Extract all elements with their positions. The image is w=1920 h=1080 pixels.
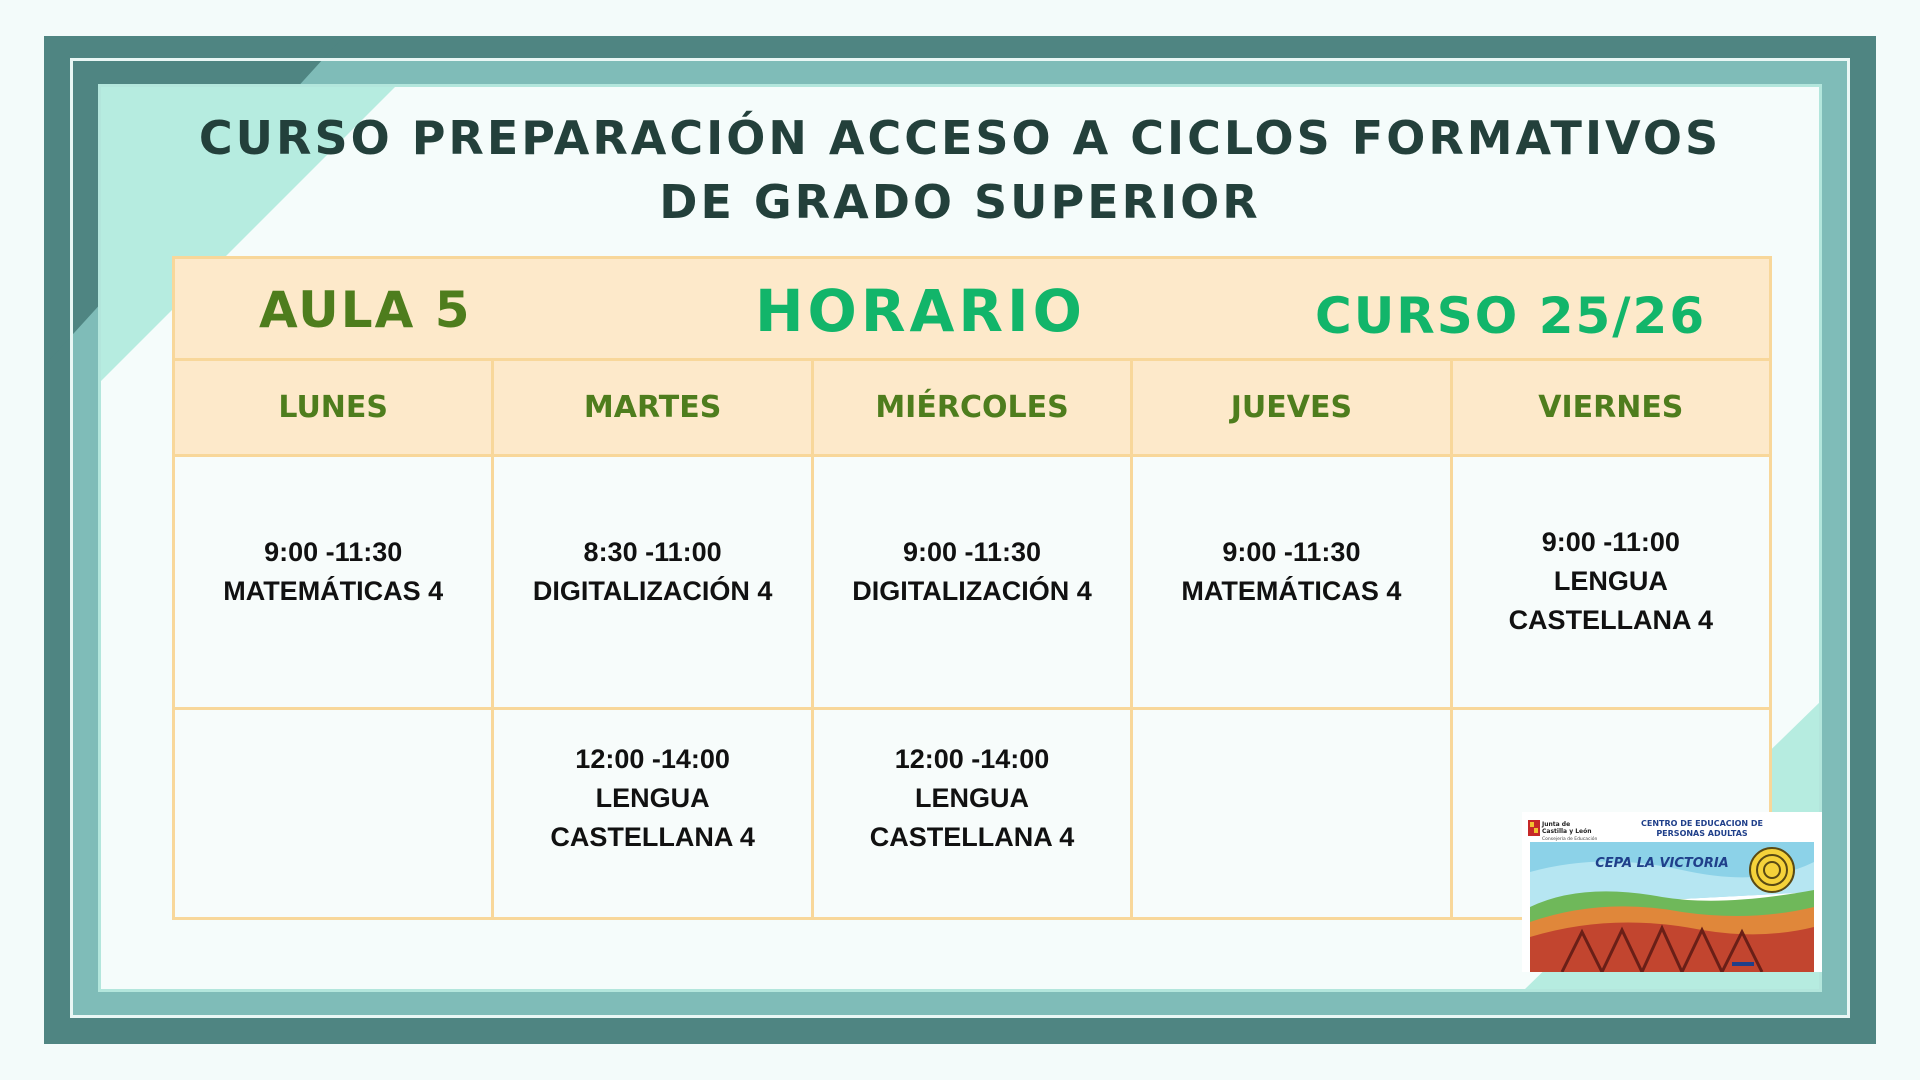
schedule-cell — [814, 457, 1133, 707]
svg-text:CEPA LA VICTORIA: CEPA LA VICTORIA — [1595, 856, 1729, 871]
day-header-viernes: VIERNES — [1538, 390, 1684, 425]
class-subject: LENGUA — [915, 783, 1030, 813]
logo-illustration — [1522, 812, 1822, 972]
title-line-1: CURSO PREPARACIÓN ACCESO A CICLOS FORMATIVOS — [198, 111, 1722, 165]
class-time: 9:00 -11:30 — [264, 537, 403, 567]
schedule-cell-empty — [1133, 710, 1452, 917]
schedule-cell — [175, 457, 494, 707]
schedule-row-morning — [175, 457, 1769, 710]
schedule-cell — [1133, 457, 1452, 707]
schedule-cell-empty — [175, 710, 494, 917]
class-subject: MATEMÁTICAS 4 — [1181, 576, 1402, 606]
svg-text:Castilla y León: Castilla y León — [1542, 828, 1592, 835]
class-time: 12:00 -14:00 — [894, 744, 1050, 774]
day-header-martes: MARTES — [494, 361, 813, 454]
svg-text:Consejería de Educación: Consejería de Educación — [1542, 837, 1598, 842]
schedule-heading: HORARIO — [755, 277, 1086, 345]
day-header-jueves: JUEVES — [1133, 361, 1452, 454]
class-time: 12:00 -14:00 — [575, 744, 730, 774]
class-subject: DIGITALIZACIÓN 4 — [852, 576, 1092, 606]
class-subject: MATEMÁTICAS 4 — [223, 576, 444, 606]
class-time: 9:00 -11:30 — [1222, 537, 1361, 567]
class-time: 9:00 -11:30 — [902, 537, 1042, 567]
class-time: 8:30 -11:00 — [583, 537, 722, 567]
class-subject: LENGUA — [1553, 566, 1668, 596]
weekday-header-row — [175, 361, 1769, 457]
schedule-header — [175, 259, 1769, 361]
cepa-la-victoria-logo — [1522, 812, 1822, 972]
schedule-cell — [494, 710, 813, 917]
class-time: 9:00 -11:00 — [1541, 527, 1680, 557]
classroom-label: AULA 5 — [259, 281, 472, 339]
class-subject: CASTELLANA 4 — [1508, 605, 1714, 635]
svg-text:Junta de: Junta de — [1542, 821, 1571, 828]
day-header-miercoles: MIÉRCOLES — [814, 361, 1133, 454]
schedule-cell — [1453, 457, 1769, 707]
day-header-lunes: LUNES — [175, 361, 494, 454]
poster-title — [120, 106, 1800, 234]
class-subject: DIGITALIZACIÓN 4 — [532, 576, 773, 606]
title-line-2: DE GRADO SUPERIOR — [659, 175, 1261, 229]
class-subject: CASTELLANA 4 — [869, 822, 1075, 852]
course-year-label: CURSO 25/26 — [1315, 287, 1707, 345]
schedule-cell — [494, 457, 813, 707]
svg-text:CENTRO DE EDUCACION DE: CENTRO DE EDUCACION DE — [1640, 819, 1764, 828]
svg-text:PERSONAS ADULTAS: PERSONAS ADULTAS — [1656, 829, 1748, 838]
schedule-cell — [814, 710, 1133, 917]
class-subject: LENGUA — [595, 783, 710, 813]
class-subject: CASTELLANA 4 — [550, 822, 755, 852]
